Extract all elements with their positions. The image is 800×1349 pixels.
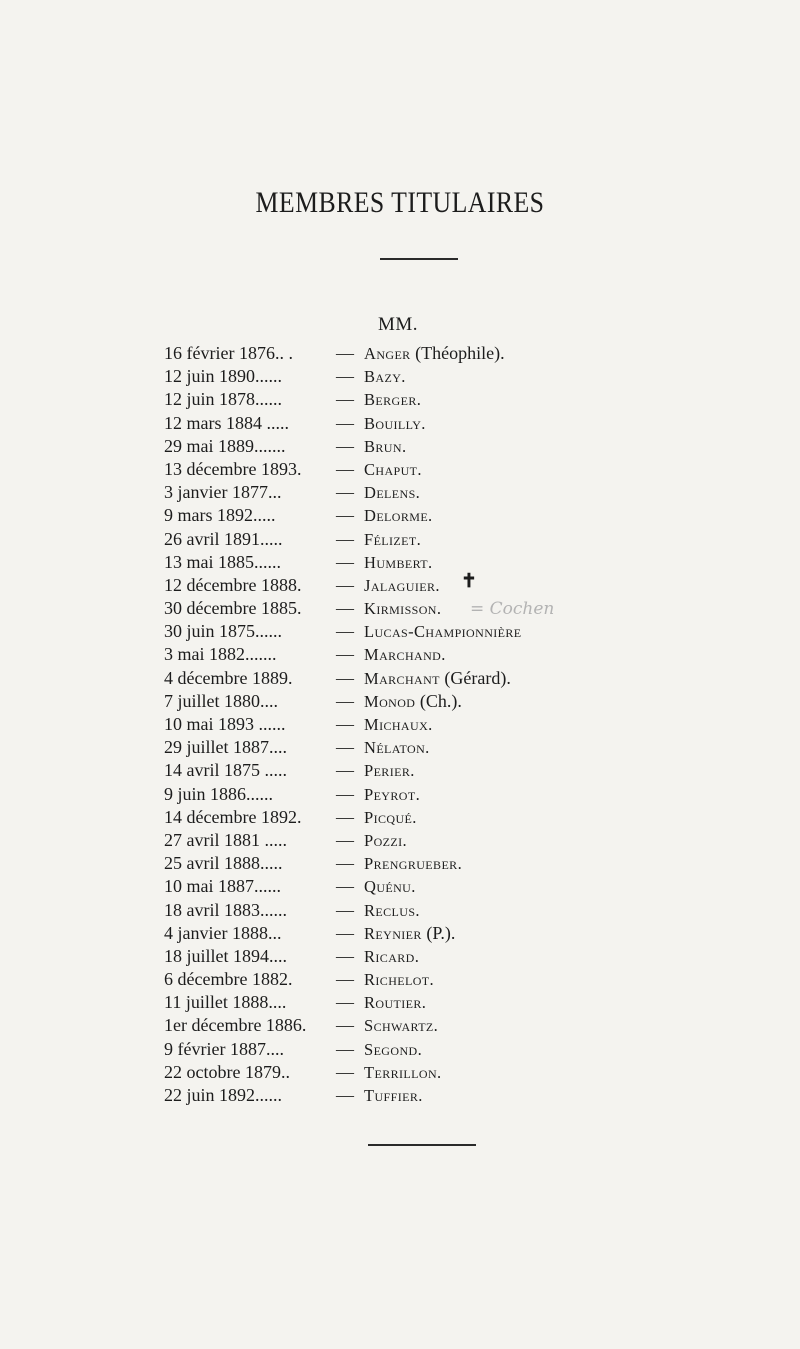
member-name [364,504,433,527]
member-date: 25 avril 1888..... [164,853,283,874]
member-surname: Schwartz. [364,1016,439,1036]
member-date: 12 décembre 1888. [164,574,302,595]
dash-separator: — [336,505,354,526]
member-date: 9 juin 1886...... [164,783,274,804]
dash-separator: — [336,528,354,549]
member-row [0,458,800,481]
member-date: 14 décembre 1892. [164,806,302,827]
member-name [364,435,406,458]
dash-separator: — [336,412,354,433]
member-surname: Quénu. [364,877,416,897]
dash-separator: — [336,551,354,572]
member-name [364,806,417,829]
member-surname: Michaux. [364,715,433,734]
member-row [0,388,800,411]
member-row [0,713,800,736]
page-title: MEMBRES TITULAIRES [255,186,545,219]
member-row [0,412,800,435]
member-date: 10 mai 1887...... [164,876,281,897]
member-row [0,570,800,597]
member-surname: Perier. [364,761,415,781]
member-row [0,829,800,852]
member-surname: Bazy. [364,367,406,387]
member-date: 16 février 1876.. . [164,343,293,363]
member-surname: Reynier [364,923,422,943]
member-surname: Richelot. [364,970,435,990]
dash-separator: — [336,389,354,410]
member-surname: Monod [364,691,416,711]
dash-separator: — [336,435,354,456]
dash-separator: — [336,690,354,711]
member-row [0,852,800,875]
dash-separator: — [336,899,354,920]
dash-separator: — [336,806,354,827]
member-name [364,1038,422,1061]
dash-separator: — [336,829,354,850]
dash-separator: — [336,760,354,781]
member-row [0,899,800,922]
dash-separator: — [336,343,354,363]
title-divider [380,258,458,260]
member-surname: Terrillon. [364,1062,442,1082]
member-row [0,528,800,551]
member-row [0,620,800,643]
member-name [364,481,420,504]
member-date: 3 mai 1882....... [164,644,277,665]
member-surname: Pozzi. [364,830,408,850]
dash-separator: — [336,783,354,804]
dash-separator: — [336,482,354,503]
member-date: 29 juillet 1887.... [164,737,287,758]
member-name [364,388,421,411]
member-surname: Lucas-Championnière [364,622,522,642]
member-row [0,504,800,527]
member-row [0,481,800,504]
member-row [0,667,800,690]
member-name [364,412,426,435]
member-date: 13 décembre 1893. [164,458,302,479]
member-name [364,458,422,481]
dash-separator: — [336,992,354,1013]
member-row [0,945,800,968]
member-row [0,806,800,829]
member-surname: Brun. [364,436,407,456]
dash-separator: — [336,366,354,387]
member-surname: Nélaton. [364,738,430,758]
member-surname: Humbert. [364,552,433,572]
dash-separator: — [336,644,354,665]
member-name [364,1084,423,1107]
member-surname: Delens. [364,483,421,503]
member-qualifier: (Ch.). [419,690,462,711]
member-row [0,1014,800,1037]
member-surname: Kirmisson. [364,599,442,619]
member-surname: Bouilly. [364,413,426,433]
pencil-note-annotation: = Cochen [470,599,555,620]
member-surname: Félizet. [364,529,422,549]
member-name [364,783,420,806]
dash-separator: — [336,1085,354,1105]
member-surname: Berger. [364,390,422,410]
dash-separator: — [336,598,354,619]
member-row [0,759,800,782]
member-name [364,667,511,690]
member-name [364,899,420,922]
member-date: 11 juillet 1888.... [164,992,287,1013]
member-name [364,1014,438,1037]
member-surname: Delorme. [364,506,433,526]
member-name [364,852,462,875]
member-row [0,783,800,806]
member-surname: Routier. [364,993,427,1013]
member-surname: Ricard. [364,946,420,966]
member-date: 6 décembre 1882. [164,969,293,990]
member-surname: Prengrueber. [364,854,463,874]
member-name [364,643,446,666]
member-row [0,922,800,945]
member-date: 9 février 1887.... [164,1038,284,1059]
dash-separator: — [336,876,354,897]
member-date: 18 avril 1883...... [164,899,287,920]
member-name [364,365,406,388]
member-row [0,875,800,898]
member-date: 13 mai 1885...... [164,551,281,572]
member-row [0,736,800,759]
member-name [364,690,462,713]
member-date: 12 mars 1884 ..... [164,412,289,433]
member-date: 3 janvier 1877... [164,482,282,503]
member-row [0,968,800,991]
member-date: 30 juin 1875...... [164,621,283,642]
dash-separator: — [336,737,354,758]
dash-separator: — [336,922,354,943]
member-date: 14 avril 1875 ..... [164,760,287,781]
member-list [0,342,800,1107]
member-row [0,643,800,666]
member-date: 26 avril 1891..... [164,528,283,549]
dash-separator: — [336,853,354,874]
member-date: 27 avril 1881 ..... [164,829,287,850]
member-date: 12 juin 1890...... [164,366,283,387]
member-name [364,875,416,898]
member-row [0,597,800,620]
member-name [364,597,441,620]
member-surname: Picqué. [364,807,417,827]
member-name [364,829,407,852]
dash-separator: — [336,621,354,642]
dash-separator: — [336,574,354,595]
member-name [364,1061,442,1084]
member-name [364,736,430,759]
member-name [364,528,421,551]
member-row [0,435,800,458]
member-name [364,968,434,991]
member-name [364,620,522,643]
dash-separator: — [336,1015,354,1036]
dash-separator: — [336,1061,354,1082]
dash-separator: — [336,714,354,734]
member-name [364,342,505,365]
member-surname: Marchant [364,668,440,688]
member-name [364,945,419,968]
member-date: 29 mai 1889....... [164,435,286,456]
member-name [364,713,433,736]
member-surname: Reclus. [364,900,420,920]
member-surname: Chaput. [364,459,422,479]
member-surname: Marchand. [364,645,446,665]
member-date: 22 octobre 1879.. [164,1061,290,1082]
member-qualifier: (Gérard). [444,667,511,688]
member-date: 30 décembre 1885. [164,598,302,619]
member-row [0,342,800,365]
member-row [0,690,800,713]
member-row [0,365,800,388]
member-date: 1er décembre 1886. [164,1015,307,1036]
member-qualifier: (Théophile). [415,343,505,363]
member-surname: Jalaguier. [364,575,440,595]
bottom-divider [368,1144,476,1146]
member-row [0,1084,800,1107]
member-name [364,759,415,782]
member-qualifier: (P.). [426,922,456,943]
member-date: 22 juin 1892...... [164,1085,283,1105]
member-name [364,922,455,945]
cross-mark-annotation: ✝ [461,570,477,592]
member-name [364,574,440,597]
member-row [0,1038,800,1061]
member-row [0,991,800,1014]
member-surname: Segond. [364,1039,423,1059]
dash-separator: — [336,667,354,688]
dash-separator: — [336,969,354,990]
member-date: 4 janvier 1888... [164,922,282,943]
member-date: 9 mars 1892..... [164,505,276,526]
member-date: 10 mai 1893 ...... [164,714,286,734]
member-surname: Peyrot. [364,784,421,804]
member-date: 18 juillet 1894.... [164,945,287,966]
member-date: 7 juillet 1880.... [164,690,278,711]
member-row [0,1061,800,1084]
member-surname: Anger [364,344,411,363]
member-name [364,551,433,574]
dash-separator: — [336,458,354,479]
member-surname: Tuffier. [364,1086,423,1105]
member-name [364,991,426,1014]
member-row [0,551,800,574]
honorific-heading: MM. [378,314,419,335]
dash-separator: — [336,945,354,966]
dash-separator: — [336,1038,354,1059]
member-date: 12 juin 1878...... [164,389,283,410]
member-date: 4 décembre 1889. [164,667,293,688]
